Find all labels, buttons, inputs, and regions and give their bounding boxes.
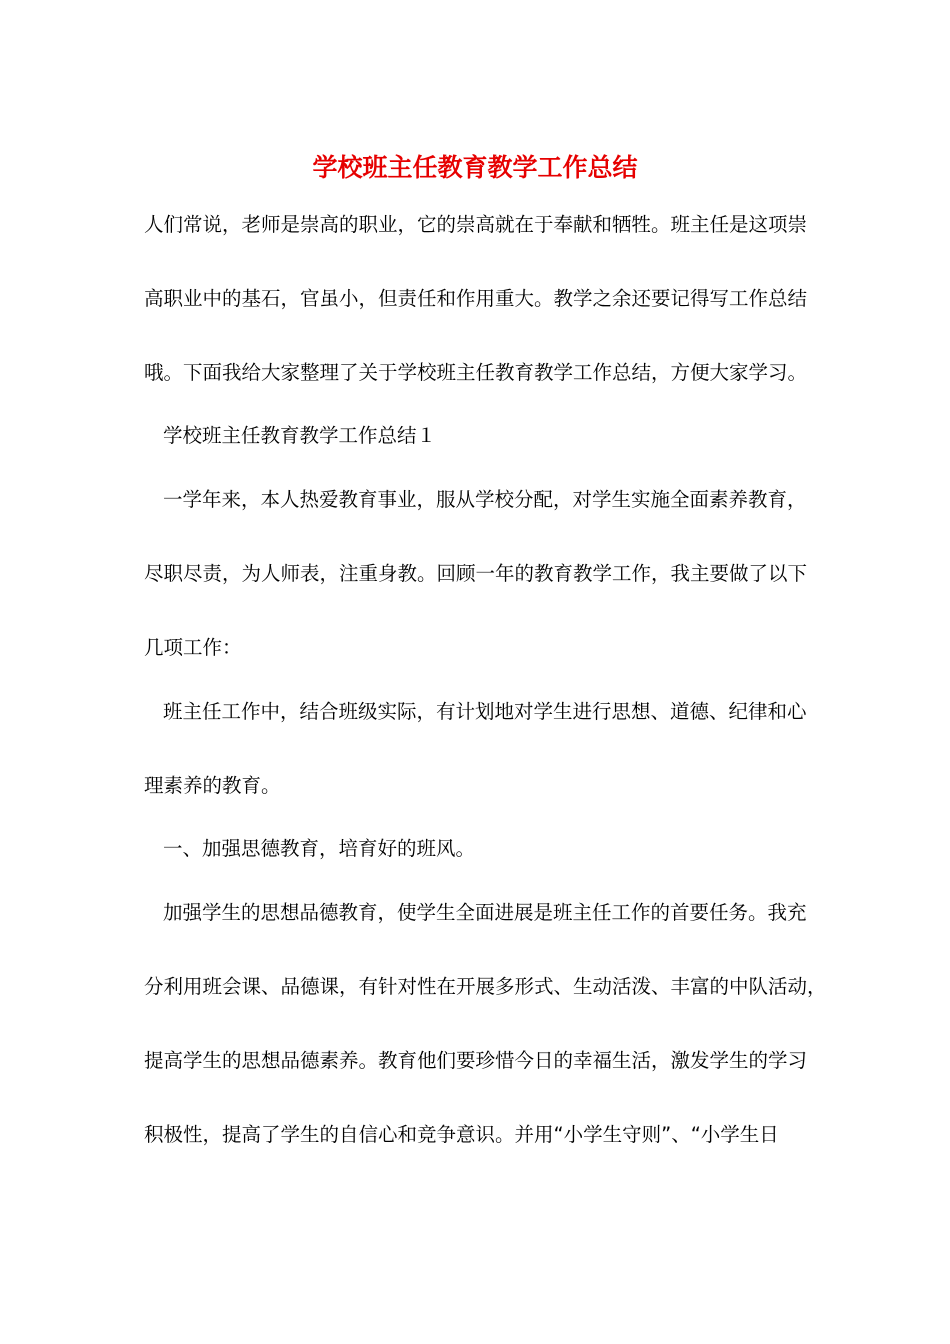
section-heading: 学校班主任教育教学工作总结１	[163, 424, 437, 447]
paragraph-line: 人们常说，老师是崇高的职业，它的崇高就在于奉献和牺牲。班主任是这项崇	[144, 213, 808, 236]
paragraph-line: 提高学生的思想品德素养。教育他们要珍惜今日的幸福生活，激发学生的学习	[144, 1049, 808, 1072]
paragraph-line: 理素养的教育。	[144, 774, 281, 797]
paragraph-line: 分利用班会课、品德课，有针对性在开展多形式、生动活泼、丰富的中队活动，	[144, 975, 827, 998]
paragraph-line: 一学年来，本人热爱教育事业，服从学校分配，对学生实施全面素养教育，	[163, 488, 807, 511]
document-title: 学校班主任教育教学工作总结	[312, 153, 638, 182]
paragraph-line: 哦。下面我给大家整理了关于学校班主任教育教学工作总结，方便大家学习。	[144, 361, 808, 384]
subsection-heading: 一、加强思德教育，培育好的班风。	[163, 837, 476, 860]
paragraph-line: 积极性，提高了学生的自信心和竞争意识。并用“小学生守则”、“小学生日	[144, 1123, 779, 1146]
paragraph-line: 班主任工作中，结合班级实际，有计划地对学生进行思想、道德、纪律和心	[163, 700, 807, 723]
paragraph-line: 高职业中的基石，官虽小，但责任和作用重大。教学之余还要记得写工作总结	[144, 287, 808, 310]
paragraph-line: 尽职尽责，为人师表，注重身教。回顾一年的教育教学工作，我主要做了以下	[144, 562, 808, 585]
paragraph-line: 加强学生的思想品德教育，使学生全面进展是班主任工作的首要任务。我充	[163, 901, 807, 924]
paragraph-line: 几项工作：	[144, 636, 242, 659]
